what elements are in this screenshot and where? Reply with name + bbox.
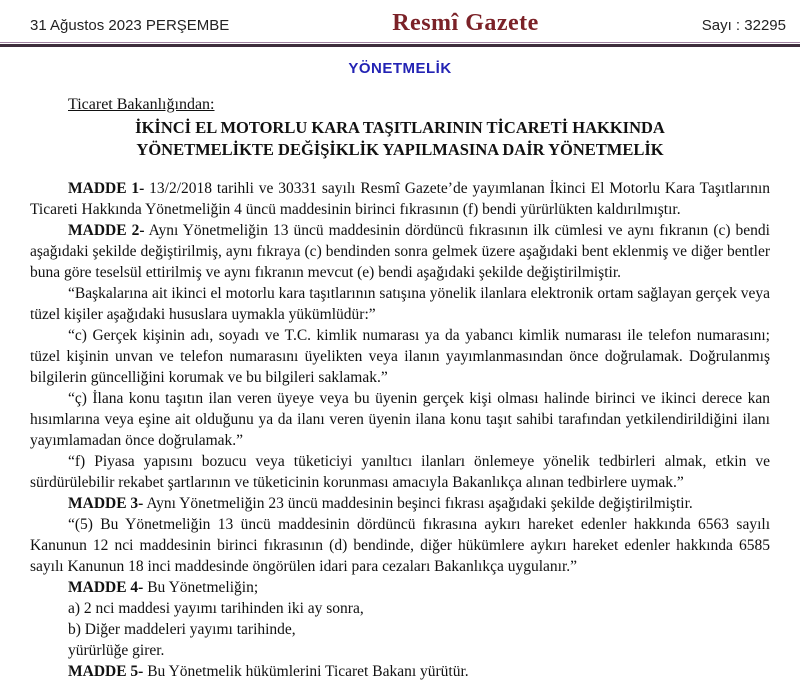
gazette-title: Resmî Gazete	[392, 10, 539, 36]
issuer: Ticaret Bakanlığından:	[68, 96, 215, 113]
paragraph-lead: MADDE 5-	[68, 663, 144, 680]
regulation-title-line2: YÖNETMELİKTE DEĞİŞİKLİK YAPILMASINA DAİR YÖNETMELİK	[136, 140, 664, 159]
regulation-title	[30, 117, 770, 161]
header-rule	[0, 42, 800, 47]
gazette-header	[0, 0, 800, 37]
regulation-title-line1: İKİNCİ EL MOTORLU KARA TAŞITLARININ TİCARETİ HAKKINDA	[135, 118, 665, 137]
issue-number: Sayı : 32295	[701, 17, 786, 34]
paragraph: “ç) İlana konu taşıtın ilan veren üyeye veya bu üyenin gerçek kişi olması halinde birinci ve ikinci derece kan hısımlarına veya eşine ait olduğunu ya da ilanı veren üyenin ilana konu taşıt sahibi tarafından yetkilendirildiğini ilanı yayımlamadan önce doğrulamak.”	[30, 390, 770, 449]
paragraph: MADDE 5- Bu Yönetmelik hükümlerini Ticaret Bakanı yürütür.	[68, 663, 469, 680]
paragraph: yürürlüğe girer.	[68, 642, 165, 659]
header-rule-thick	[0, 44, 800, 47]
paragraph: a) 2 nci maddesi yayımı tarihinden iki ay sonra,	[68, 600, 364, 617]
paragraph: MADDE 2- Aynı Yönetmeliğin 13 üncü maddesinin dördüncü fıkrasının ilk cümlesi ve aynı fıkranın (c) bendi aşağıdaki şekilde değiştirilmiş, aynı fıkraya (c) bendinden sonra gelmek üzere aşağıdaki bent eklenmiş ve diğer bentler buna göre teselsül ettirilmiş ve aynı fıkranın mevcut (e) bendi aşağıdaki şekilde değiştirilmiştir.	[30, 222, 770, 281]
section-heading: YÖNETMELİK	[348, 60, 452, 77]
paragraph: “Başkalarına ait ikinci el motorlu kara taşıtlarının satışına yönelik ilanlara elektronik ortam sağlayan gerçek veya tüzel kişiler aşağıdaki hususlara uymakla yükümlüdür:”	[30, 285, 770, 323]
paragraph-lead: MADDE 1-	[68, 180, 145, 197]
paragraph: “f) Piyasa yapısını bozucu veya tüketiciyi yanıltıcı ilanları önlemeye yönelik tedbirleri almak, etkin ve sürdürülebilir rekabet şartlarının ve tüketicinin korunması amacıyla Bakanlıkça alınan tedbirlere uymak.”	[30, 453, 770, 491]
paragraph: MADDE 1- 13/2/2018 tarihli ve 30331 sayılı Resmî Gazete’de yayımlanan İkinci El Motorlu Kara Taşıtlarının Ticareti Hakkında Yönetmeliğin 4 üncü maddesinin birinci fıkrasının (f) bendi yürürlükten kaldırılmıştır.	[30, 180, 770, 218]
paragraph: MADDE 4- Bu Yönetmeliğin;	[68, 579, 259, 596]
paragraph-lead: MADDE 2-	[68, 222, 145, 239]
paragraph: “c) Gerçek kişinin adı, soyadı ve T.C. kimlik numarası ya da yabancı kimlik numarası ile telefon numarasını; tüzel kişinin unvan ve telefon numarasını üyelikten veya ilanın yayımlanmasından önce doğrulamak. Doğrulanmış bilgilerin güncelliğini korumak ve bu bilgileri saklamak.”	[30, 327, 770, 386]
paragraph: MADDE 3- Aynı Yönetmeliğin 23 üncü maddesinin beşinci fıkrası aşağıdaki şekilde değiştirilmiştir.	[68, 495, 693, 512]
header-date: 31 Ağustos 2023 PERŞEMBE	[30, 17, 230, 34]
document-content	[0, 96, 800, 682]
paragraph-lead: MADDE 3-	[68, 495, 144, 512]
paragraph-lead: MADDE 4-	[68, 579, 144, 596]
paragraph: b) Diğer maddeleri yayımı tarihinde,	[68, 621, 296, 638]
document-body	[30, 178, 770, 682]
paragraph: “(5) Bu Yönetmeliğin 13 üncü maddesinin dördüncü fıkrasına aykırı hareket edenler hakkında 6563 sayılı Kanunun 12 nci maddesinin birinci fıkrasının (d) bendinde, diğer hükümlere aykırı hareket edenler hakkında 6585 sayılı Kanunun 18 inci maddesinde öngörülen idari para cezaları Bakanlıkça uygulanır.”	[30, 516, 770, 575]
